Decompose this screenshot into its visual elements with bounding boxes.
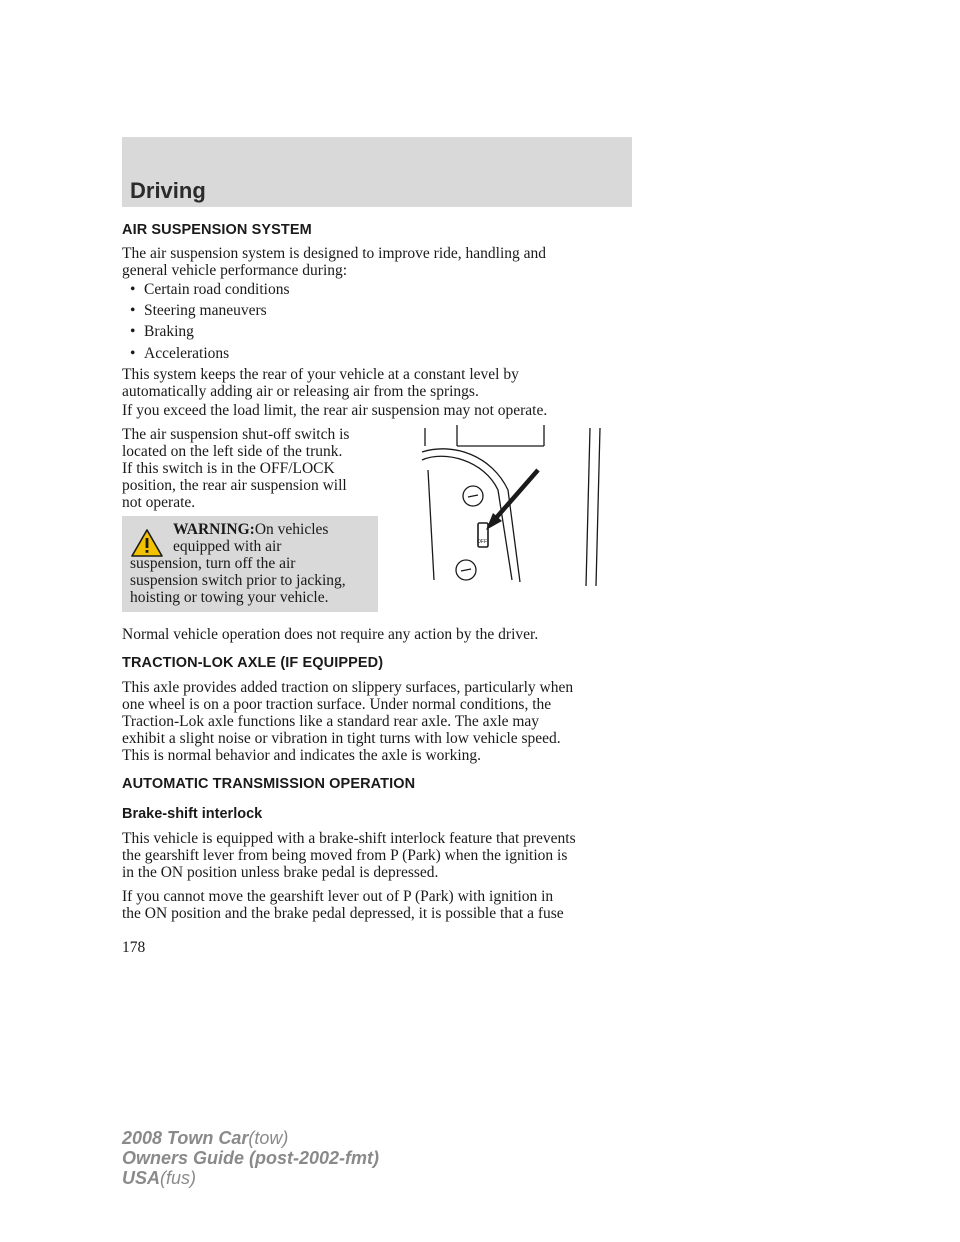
warning-line-5: hoisting or towing your vehicle. [130, 589, 329, 606]
traction-line-3: Traction-Lok axle functions like a standard rear axle. The axle may [122, 713, 540, 730]
traction-line-4: exhibit a slight noise or vibration in tight turns with low vehicle speed. [122, 730, 561, 747]
air-intro-line-1: The air suspension system is designed to improve ride, handling and [122, 245, 547, 262]
transmission-para2-line-2: the ON position and the brake pedal depressed, it is possible that a fuse [122, 905, 564, 922]
traction-line-2: one wheel is on a poor traction surface. Under normal conditions, the [122, 696, 552, 713]
list-item: • Certain road conditions [130, 281, 290, 298]
air-para2-line-1: This system keeps the rear of your vehicle at a constant level by [122, 366, 519, 383]
brake-shift-subheading: Brake-shift interlock [122, 806, 263, 822]
warning-line-1: WARNING:On vehicles [173, 521, 329, 538]
transmission-para1-line-1: This vehicle is equipped with a brake-shift interlock feature that prevents [122, 830, 576, 847]
traction-lok-heading: TRACTION-LOK AXLE (IF EQUIPPED) [122, 655, 384, 671]
air-para4-line-4: position, the rear air suspension will [122, 477, 347, 494]
transmission-heading: AUTOMATIC TRANSMISSION OPERATION [122, 776, 416, 792]
warning-line-4: suspension switch prior to jacking, [130, 572, 346, 589]
footer [122, 1128, 379, 1188]
list-item: • Steering maneuvers [130, 302, 267, 319]
warning-triangle-icon [130, 528, 164, 558]
air-para2-line-2: automatically adding air or releasing air from the springs. [122, 383, 479, 400]
transmission-para1-line-3: in the ON position unless brake pedal is depressed. [122, 864, 439, 881]
air-suspension-heading: AIR SUSPENSION SYSTEM [122, 222, 312, 238]
air-para4-line-3: If this switch is in the OFF/LOCK [122, 460, 335, 477]
warning-line-2: equipped with air [173, 538, 282, 555]
list-item: • Braking [130, 323, 194, 340]
air-para4-line-5: not operate. [122, 494, 196, 511]
transmission-para1-line-2: the gearshift lever from being moved from P (Park) when the ignition is [122, 847, 568, 864]
section-title: Driving [130, 178, 206, 203]
warning-label: WARNING: [173, 521, 255, 538]
air-para4-line-1: The air suspension shut-off switch is [122, 426, 350, 443]
footer-line-2: Owners Guide (post-2002-fmt) [122, 1148, 380, 1168]
page-number: 178 [122, 939, 146, 956]
air-para5: Normal vehicle operation does not require any action by the driver. [122, 626, 539, 643]
list-item: • Accelerations [130, 345, 230, 362]
footer-line-3: USA(fus) [122, 1168, 197, 1188]
transmission-para2-line-1: If you cannot move the gearshift lever out of P (Park) with ignition in [122, 888, 554, 905]
trunk-switch-illustration [414, 420, 614, 590]
air-intro-line-2: general vehicle performance during: [122, 262, 348, 279]
traction-line-1: This axle provides added traction on slippery surfaces, particularly when [122, 679, 574, 696]
switch-off-label: OFF [477, 539, 487, 545]
air-para4-line-2: located on the left side of the trunk. [122, 443, 343, 460]
air-para3: If you exceed the load limit, the rear air suspension may not operate. [122, 402, 548, 419]
warning-line-3: suspension, turn off the air [130, 555, 296, 572]
traction-line-5: This is normal behavior and indicates the axle is working. [122, 747, 481, 764]
warning-box [122, 516, 378, 612]
footer-line-1: 2008 Town Car(tow) [122, 1128, 289, 1148]
